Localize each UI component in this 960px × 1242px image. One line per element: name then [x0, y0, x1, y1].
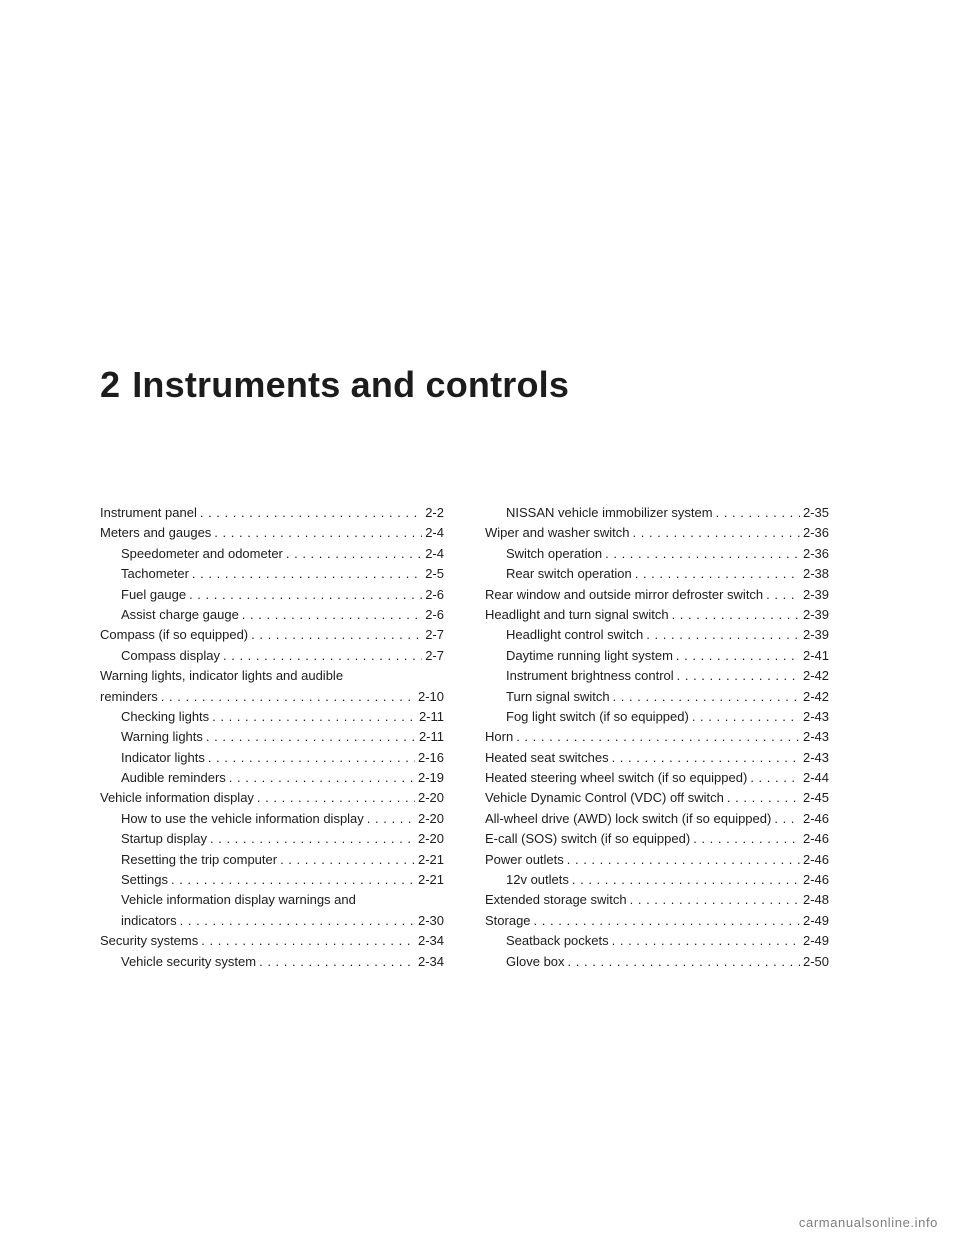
toc-dot-leader [242, 605, 422, 625]
chapter-title-text: Instruments and controls [132, 364, 570, 405]
toc-entry[interactable] [100, 952, 444, 972]
toc-entry[interactable] [485, 687, 829, 707]
toc-dot-leader [229, 768, 415, 788]
toc-entry[interactable] [100, 850, 444, 870]
toc-entry[interactable] [485, 911, 829, 931]
toc-entry-page: 2-43 [802, 729, 829, 745]
toc-entry-page: 2-21 [417, 872, 444, 888]
toc-entry-label: Security systems [100, 933, 199, 949]
toc-dot-leader [259, 952, 415, 972]
toc-entry-label: Seatback pockets [506, 933, 609, 949]
toc-entry-page: 2-7 [425, 647, 444, 663]
toc-entry-page: 2-42 [802, 688, 829, 704]
toc-entry-page: 2-6 [425, 606, 444, 622]
toc-entry-label: E-call (SOS) switch (if so equipped) [485, 831, 691, 847]
toc-entry[interactable] [100, 585, 444, 605]
toc-entry-label: Power outlets [485, 851, 564, 867]
toc-dot-leader [201, 931, 415, 951]
toc-entry[interactable] [485, 564, 829, 584]
toc-entry-page: 2-21 [417, 851, 444, 867]
toc-entry-label: Assist charge gauge [121, 606, 239, 622]
toc-entry-label: NISSAN vehicle immobilizer system [506, 505, 713, 520]
toc-right-column [485, 503, 829, 972]
toc-entry-label: Startup display [121, 831, 207, 847]
watermark: carmanualsonline.info [798, 1215, 938, 1230]
toc-dot-leader [750, 768, 800, 788]
toc-entry[interactable] [100, 605, 444, 625]
toc-entry-page: 2-36 [802, 525, 829, 541]
toc-entry-label: Settings [121, 872, 168, 888]
toc-entry-label: Vehicle security system [121, 953, 257, 969]
toc-dot-leader [572, 870, 800, 890]
toc-entry[interactable] [100, 544, 444, 564]
toc-entry[interactable] [485, 605, 829, 625]
toc-entry-label: Fuel gauge [121, 586, 187, 602]
toc-entry[interactable] [100, 809, 444, 829]
toc-dot-leader [257, 788, 415, 808]
toc-entry[interactable] [485, 523, 829, 543]
toc-entry-label: Horn [485, 729, 514, 745]
toc-entry-page: 2-39 [802, 606, 829, 622]
toc-entry[interactable] [485, 646, 829, 666]
toc-dot-leader [171, 870, 415, 890]
toc-entry-label: Warning lights [121, 729, 203, 745]
chapter-title [100, 364, 569, 406]
toc-entry-page: 2-36 [802, 545, 829, 561]
toc-entry[interactable] [485, 870, 829, 890]
toc-entry[interactable] [100, 666, 444, 686]
toc-dot-leader [214, 523, 422, 543]
toc-entry-page: 2-38 [802, 566, 829, 582]
toc-dot-leader [208, 748, 415, 768]
toc-entry[interactable] [100, 748, 444, 768]
toc-entry-label: Rear switch operation [506, 566, 632, 582]
toc-entry[interactable] [485, 707, 829, 727]
toc-entry-label: Instrument brightness control [506, 668, 674, 684]
toc-dot-leader [567, 850, 800, 870]
toc-entry[interactable] [485, 768, 829, 788]
toc-dot-leader [251, 625, 422, 645]
toc-entry-label: Indicator lights [121, 749, 205, 765]
toc-entry-label: Instrument panel [100, 505, 197, 520]
toc-entry[interactable] [100, 646, 444, 666]
toc-entry[interactable] [485, 585, 829, 605]
toc-entry-label: Heated seat switches [485, 749, 609, 765]
toc-entry-page: 2-49 [802, 912, 829, 928]
toc-dot-leader [672, 605, 800, 625]
toc-dot-leader [766, 585, 800, 605]
toc-entry[interactable] [100, 931, 444, 951]
toc-entry-label: Daytime running light system [506, 647, 673, 663]
toc-entry-page: 2-42 [802, 668, 829, 684]
toc-entry[interactable] [100, 829, 444, 849]
toc-entry-label: Vehicle information display [100, 790, 254, 806]
toc-dot-leader [280, 850, 415, 870]
toc-dot-leader [612, 748, 800, 768]
toc-entry[interactable] [100, 727, 444, 747]
toc-entry[interactable] [485, 829, 829, 849]
toc-entry-page: 2-11 [418, 729, 444, 745]
toc-entry-label: All-wheel drive (AWD) lock switch (if so equipped) [485, 810, 772, 826]
toc-entry-page: 2-11 [418, 708, 444, 724]
toc-dot-leader [568, 952, 800, 972]
toc-entry-label: Wiper and washer switch [485, 525, 630, 541]
toc-entry-label: Vehicle information display warnings and [121, 892, 356, 908]
toc-dot-leader [206, 727, 416, 747]
toc-entry-label: Meters and gauges [100, 525, 212, 541]
toc-entry[interactable] [485, 890, 829, 910]
toc-entry-label: Heated steering wheel switch (if so equipped) [485, 770, 748, 786]
toc-entry-page: 2-46 [802, 851, 829, 867]
toc-entry-page: 2-39 [802, 627, 829, 643]
toc-entry[interactable] [100, 890, 444, 910]
toc-entry-label: Compass (if so equipped) [100, 627, 249, 643]
toc-entry[interactable] [100, 564, 444, 584]
toc-entry-label: 12v outlets [506, 872, 569, 888]
toc-entry-page: 2-43 [802, 749, 829, 765]
toc-entry-label: Checking lights [121, 708, 210, 724]
toc-entry[interactable] [100, 707, 444, 727]
toc-dot-leader [692, 707, 800, 727]
toc-entry[interactable] [100, 788, 444, 808]
toc-entry[interactable] [485, 931, 829, 951]
toc-entry-label: Resetting the trip computer [121, 851, 278, 867]
toc-dot-leader [676, 646, 800, 666]
toc-entry-page: 2-5 [425, 566, 444, 582]
toc-entry-page: 2-2 [425, 505, 444, 520]
toc-entry-page: 2-39 [802, 586, 829, 602]
toc-dot-leader [693, 829, 800, 849]
toc-entry[interactable] [485, 503, 829, 523]
toc-dot-leader [210, 829, 415, 849]
toc-entry-label: Audible reminders [121, 770, 226, 786]
toc-dot-leader [633, 523, 800, 543]
toc-entry-label: Vehicle Dynamic Control (VDC) off switch [485, 790, 724, 806]
toc-dot-leader [716, 503, 800, 523]
toc-entry[interactable] [485, 666, 829, 686]
toc-entry-page: 2-34 [417, 953, 444, 969]
toc-entry-page: 2-6 [425, 586, 444, 602]
toc-entry-page: 2-30 [417, 912, 444, 928]
toc-entry-page: 2-46 [802, 872, 829, 888]
toc-entry-page: 2-20 [417, 831, 444, 847]
toc-dot-leader [212, 707, 416, 727]
toc-entry-label: How to use the vehicle information display [121, 810, 364, 826]
toc-left-column [100, 503, 444, 972]
chapter-number: 2 [100, 364, 121, 405]
toc-dot-leader [200, 503, 422, 523]
toc-entry[interactable] [485, 727, 829, 747]
toc-entry-page: 2-44 [802, 770, 829, 786]
toc-entry[interactable] [100, 768, 444, 788]
toc-dot-leader [180, 911, 415, 931]
toc-dot-leader [192, 564, 422, 584]
toc-entry-label: Extended storage switch [485, 892, 627, 908]
toc-dot-leader [286, 544, 422, 564]
toc-entry[interactable] [485, 850, 829, 870]
toc-entry-label: Headlight control switch [506, 627, 644, 643]
toc-entry-label: reminders [100, 688, 158, 704]
toc-entry-page: 2-16 [417, 749, 444, 765]
toc-entry-page: 2-50 [802, 953, 829, 969]
toc-entry-page: 2-41 [802, 647, 829, 663]
toc-dot-leader [605, 544, 800, 564]
toc-entry-page: 2-35 [802, 505, 829, 520]
toc-dot-leader [677, 666, 800, 686]
toc-entry-page: 2-34 [417, 933, 444, 949]
toc-dot-leader [223, 646, 422, 666]
toc-entry-label: Tachometer [121, 566, 189, 582]
toc-dot-leader [630, 890, 800, 910]
toc-entry-page: 2-48 [802, 892, 829, 908]
toc-entry[interactable] [485, 625, 829, 645]
toc-entry-page: 2-46 [802, 810, 829, 826]
toc-entry-label: Compass display [121, 647, 220, 663]
toc-entry[interactable] [485, 544, 829, 564]
toc-dot-leader [367, 809, 415, 829]
toc-dot-leader [516, 727, 800, 747]
toc-entry[interactable] [485, 809, 829, 829]
toc-entry-page: 2-7 [425, 627, 444, 643]
toc-entry-label: Switch operation [506, 545, 603, 561]
toc-entry-page: 2-46 [802, 831, 829, 847]
toc-entry-page: 2-20 [417, 790, 444, 806]
toc-entry-page: 2-43 [802, 708, 829, 724]
toc-entry-page: 2-49 [802, 933, 829, 949]
toc-entry-label: indicators [121, 912, 177, 928]
toc-entry-label: Speedometer and odometer [121, 545, 283, 561]
toc-entry[interactable] [485, 748, 829, 768]
toc-entry-page: 2-20 [417, 810, 444, 826]
toc-dot-leader [646, 625, 800, 645]
toc-entry-page: 2-19 [417, 770, 444, 786]
toc-entry-label: Rear window and outside mirror defroster switch [485, 586, 764, 602]
toc-entry-label: Headlight and turn signal switch [485, 606, 669, 622]
toc-entry-label: Warning lights, indicator lights and audible [100, 668, 344, 684]
toc-entry-page: 2-10 [417, 688, 444, 704]
toc-dot-leader [161, 687, 415, 707]
toc-entry[interactable] [100, 523, 444, 543]
toc-entry[interactable] [100, 870, 444, 890]
toc-dot-leader [189, 585, 422, 605]
toc-entry-label: Turn signal switch [506, 688, 610, 704]
toc-dot-leader [635, 564, 800, 584]
toc-dot-leader [534, 911, 800, 931]
toc-dot-leader [612, 931, 800, 951]
toc-entry-page: 2-4 [425, 525, 444, 541]
toc-dot-leader [774, 809, 800, 829]
toc-entry-label: Glove box [506, 953, 565, 969]
toc-entry-page: 2-45 [802, 790, 829, 806]
toc-entry[interactable] [100, 625, 444, 645]
toc-entry[interactable] [100, 503, 444, 523]
toc-entry-label: Storage [485, 912, 531, 928]
toc-dot-leader [613, 687, 800, 707]
toc-entry[interactable] [485, 788, 829, 808]
toc-dot-leader [727, 788, 800, 808]
toc-entry[interactable] [485, 952, 829, 972]
toc-entry-page: 2-4 [425, 545, 444, 561]
toc-entry[interactable] [100, 687, 444, 707]
toc-entry-label: Fog light switch (if so equipped) [506, 708, 689, 724]
toc-entry[interactable] [100, 911, 444, 931]
